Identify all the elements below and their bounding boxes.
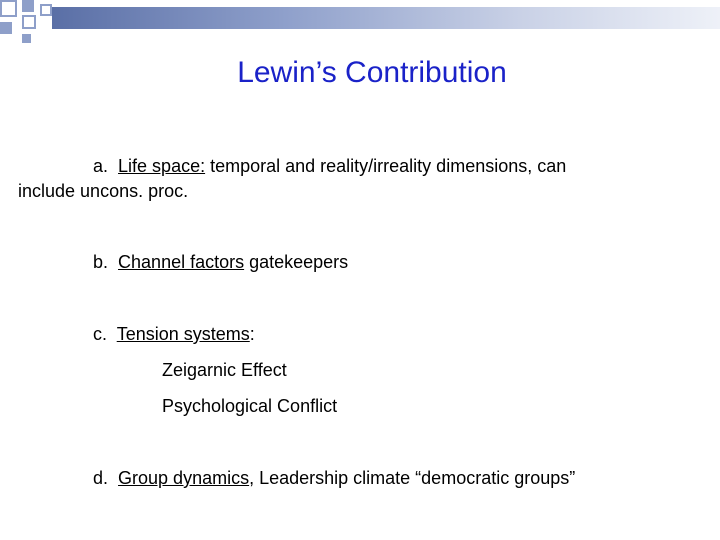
item-text: temporal and reality/irreality dimensions, can xyxy=(205,156,567,176)
item-term: Tension systems xyxy=(116,324,250,344)
corner-square xyxy=(40,4,52,16)
corner-square xyxy=(22,0,34,12)
corner-square xyxy=(0,0,17,17)
item-marker: a. xyxy=(93,156,109,176)
item-term: Life space: xyxy=(118,156,206,176)
item-text: gatekeepers xyxy=(244,252,349,272)
corner-square xyxy=(22,15,36,29)
sub-item: Zeigarnic Effect xyxy=(162,360,287,380)
item-marker: d. xyxy=(93,468,109,488)
corner-square xyxy=(22,34,31,43)
slide-title: Lewin’s Contribution xyxy=(237,56,507,89)
item-marker: b. xyxy=(93,252,109,272)
item-term: Channel factors xyxy=(118,252,245,272)
item-text: , Leadership climate “democratic groups” xyxy=(249,468,576,488)
item-term: Group dynamics xyxy=(118,468,250,488)
header-gradient-bar xyxy=(52,7,720,29)
corner-square xyxy=(0,22,12,34)
item-continuation: include uncons. proc. xyxy=(18,181,189,201)
item-text: : xyxy=(249,324,255,344)
item-marker: c. xyxy=(93,324,108,344)
sub-item: Psychological Conflict xyxy=(162,396,338,416)
list-item xyxy=(93,323,255,345)
list-item xyxy=(93,467,575,489)
list-item xyxy=(93,251,348,273)
list-item xyxy=(93,155,566,177)
